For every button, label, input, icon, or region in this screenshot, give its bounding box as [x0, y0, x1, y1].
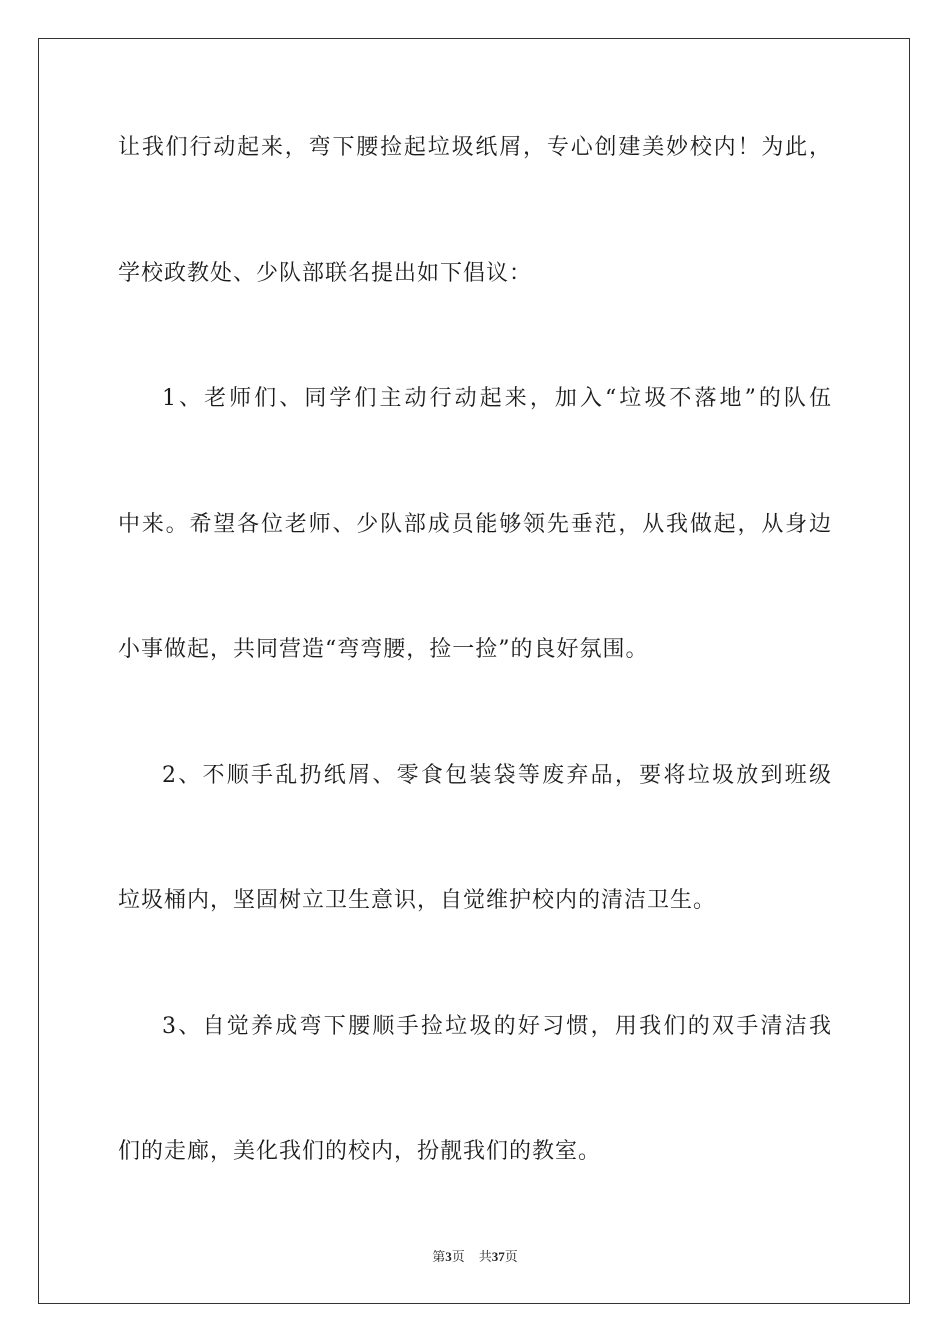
page-number: 3	[445, 1249, 452, 1264]
proposal-2-line-2: 垃圾桶内，坚固树立卫生意识，自觉维护校内的清洁卫生。	[118, 888, 717, 913]
page-prefix: 第	[432, 1249, 446, 1264]
proposal-1-line-1: 1、老师们、同学们主动行动起来，加入“垃圾不落地”的队伍	[162, 386, 832, 411]
page-border	[38, 38, 910, 1304]
proposal-2-line-1: 2、不顺手乱扔纸屑、零食包装袋等废弃品，要将垃圾放到班级	[162, 763, 832, 788]
page-suffix: 页	[451, 1249, 465, 1264]
proposal-3-line-2: 们的走廊，美化我们的校内，扮靓我们的教室。	[118, 1139, 602, 1164]
proposal-3-line-1: 3、自觉养成弯下腰顺手捡垃圾的好习惯，用我们的双手清洁我	[162, 1014, 832, 1039]
total-prefix: 共	[478, 1249, 492, 1264]
proposal-1-line-2: 中来。希望各位老师、少队部成员能够领先垂范，从我做起，从身边	[118, 512, 832, 537]
page-footer	[0, 1248, 950, 1266]
total-pages: 37	[491, 1249, 505, 1264]
paragraph-line-2: 学校政教处、少队部联名提出如下倡议：	[118, 261, 533, 286]
paragraph-line-1: 让我们行动起来，弯下腰捡起垃圾纸屑，专心创建美妙校内！为此，	[118, 135, 832, 160]
total-suffix: 页	[504, 1249, 518, 1264]
proposal-1-line-3: 小事做起，共同营造“弯弯腰，捡一捡”的良好氛围。	[118, 637, 649, 662]
